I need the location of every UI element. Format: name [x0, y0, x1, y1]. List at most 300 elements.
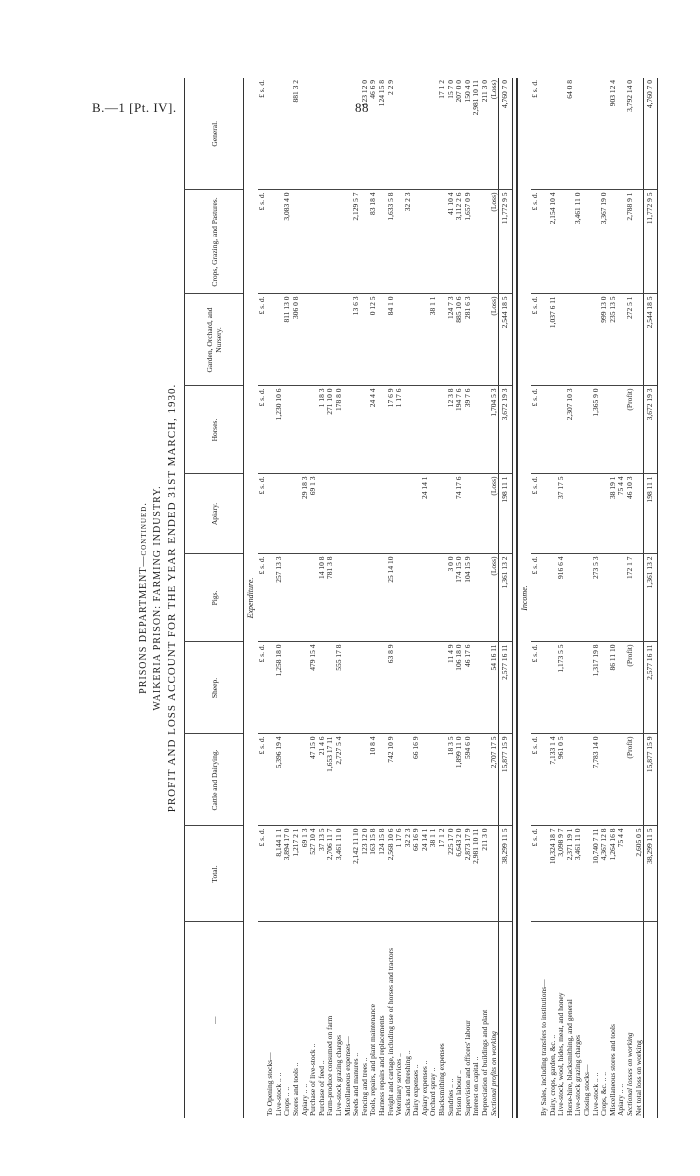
- table-cell: [369, 554, 378, 642]
- total-cell: 2,544 18 5: [499, 294, 513, 386]
- table-cell: 69 1 3: [301, 826, 310, 922]
- table-cell: [472, 190, 481, 294]
- table-cell: 0 12 5: [369, 294, 378, 386]
- table-cell: 3,792 14 0: [624, 80, 634, 112]
- table-cell: [566, 294, 575, 386]
- table-cell: [318, 642, 327, 734]
- table-cell: 69 1 3: [309, 474, 318, 554]
- table-cell: [395, 294, 404, 386]
- total-cell: 4,760 7 0: [499, 78, 513, 190]
- table-cell: [412, 190, 421, 294]
- table-cell: 1,264 16 8: [609, 826, 618, 922]
- table-cell: (Profit): [626, 642, 635, 734]
- total-cell: 2,544 18 5: [644, 294, 658, 386]
- table-cell: [395, 734, 404, 826]
- total-cell: 198 11 1: [644, 474, 658, 554]
- total-row: [499, 78, 513, 1118]
- table-cell: 15 7 0: [445, 80, 455, 99]
- table-cell: [344, 78, 353, 190]
- column-header: —: [185, 922, 244, 1118]
- total-cell: 3,672 19 3: [644, 386, 658, 474]
- table-cell: [335, 78, 344, 190]
- table-cell: [352, 734, 361, 826]
- table-cell: 1,230 10 6: [275, 386, 284, 474]
- table-cell: (Loss): [490, 554, 499, 642]
- row-label: Seeds and manures ..: [352, 922, 361, 1118]
- table-cell: (Loss): [488, 80, 498, 100]
- table-cell: [275, 78, 284, 190]
- table-cell: 3,112 2 6: [455, 190, 464, 294]
- column-header: Pigs.: [185, 554, 244, 642]
- table-cell: [472, 734, 481, 826]
- table-cell: [472, 386, 481, 474]
- units-label: £ s. d.: [258, 294, 267, 386]
- table-cell: [318, 78, 327, 190]
- table-cell: [369, 642, 378, 734]
- row-label: Net total loss on working: [635, 922, 644, 1118]
- table-cell: 41 10 4: [447, 190, 456, 294]
- section-label-row: [517, 78, 532, 1118]
- table-cell: 86 11 10: [609, 642, 618, 734]
- row-label: Sundries .. ..: [447, 922, 456, 1118]
- table-cell: 742 10 9: [387, 734, 396, 826]
- units-label: £ s. d.: [531, 190, 540, 294]
- table-row: [421, 78, 430, 1118]
- table-cell: 8,144 1 1: [275, 826, 284, 922]
- department-title: PRISONS DEPARTMENT—continued.: [138, 502, 149, 694]
- table-row: [472, 78, 481, 1118]
- table-cell: 2,142 11 10: [352, 826, 361, 922]
- table-cell: 32 2 3: [404, 826, 413, 922]
- table-cell: [583, 294, 592, 386]
- rotated-account-page: [138, 78, 698, 1118]
- table-cell: 961 0 5: [557, 734, 566, 826]
- units-label: £ s. d.: [531, 294, 540, 386]
- table-cell: 5,396 19 4: [275, 734, 284, 826]
- page-number: 88: [355, 100, 369, 115]
- table-cell: 2,707 17 5: [490, 734, 499, 826]
- row-label: Sacks and threshing ..: [404, 922, 413, 1118]
- table-cell: [404, 386, 413, 474]
- table-cell: 75 4 4: [617, 474, 626, 554]
- table-cell: [600, 386, 609, 474]
- total-row: [644, 78, 658, 1118]
- table-cell: 1,037 6 11: [549, 294, 558, 386]
- table-cell: 178 8 0: [335, 386, 344, 474]
- table-cell: 2,371 19 1: [566, 826, 575, 922]
- units-label: £ s. d.: [531, 826, 540, 922]
- table-cell: 29 18 3: [301, 474, 310, 554]
- table-row: [592, 78, 601, 1118]
- table-cell: [635, 386, 644, 474]
- row-label: Live-stock .. ..: [275, 922, 284, 1118]
- table-cell: [326, 294, 335, 386]
- table-cell: (Profit): [626, 734, 635, 826]
- table-cell: 781 3 8: [326, 554, 335, 642]
- table-cell: [540, 474, 549, 554]
- table-row: [292, 78, 301, 1118]
- row-label: Apiary .. ..: [301, 922, 310, 1118]
- table-cell: 106 18 0: [455, 642, 464, 734]
- table-cell: [318, 294, 327, 386]
- table-cell: 174 15 0: [455, 554, 464, 642]
- table-cell: [600, 734, 609, 826]
- units-label: £ s. d.: [258, 734, 267, 826]
- table-cell: [421, 386, 430, 474]
- table-row: [455, 78, 464, 1118]
- table-cell: 124 7 3: [447, 294, 456, 386]
- table-row: [275, 78, 284, 1118]
- table-cell: [378, 474, 387, 554]
- row-label: Sectional profits on working: [490, 922, 499, 1118]
- units-label: £ s. d.: [258, 642, 267, 734]
- table-cell: (Profit): [626, 386, 635, 474]
- table-cell: 235 13 5: [609, 294, 618, 386]
- table-cell: 1,899 11 0: [455, 734, 464, 826]
- units-label: £ s. d.: [258, 474, 267, 554]
- table-cell: [283, 554, 292, 642]
- table-cell: 10,324 18 7: [549, 826, 558, 922]
- table-cell: (Loss): [490, 474, 499, 554]
- table-cell: 14 10 8: [318, 554, 327, 642]
- table-row: [266, 78, 275, 1118]
- table-cell: 64 0 8: [564, 80, 574, 99]
- table-cell: 225 17 0: [447, 826, 456, 922]
- table-row: [609, 78, 618, 1118]
- table-cell: [609, 386, 618, 474]
- table-cell: [635, 474, 644, 554]
- total-cell: 38,299 11 5: [499, 826, 513, 922]
- table-cell: [335, 474, 344, 554]
- table-cell: 271 10 0: [326, 386, 335, 474]
- table-cell: 172 1 7: [626, 554, 635, 642]
- table-row: [557, 78, 566, 1118]
- row-label: Stores and tools ..: [292, 922, 301, 1118]
- table-cell: [283, 386, 292, 474]
- row-label: By Sales, including transfers to institutions—: [540, 922, 549, 1118]
- table-cell: [583, 474, 592, 554]
- table-cell: 11 4 9: [447, 642, 456, 734]
- table-cell: (Loss): [490, 294, 499, 386]
- row-label: Miscellaneous expenses—: [344, 922, 353, 1118]
- table-cell: 916 6 4: [557, 554, 566, 642]
- table-cell: 10,740 7 11: [592, 826, 601, 922]
- table-cell: 163 15 8: [369, 826, 378, 922]
- table-cell: [566, 474, 575, 554]
- table-cell: [557, 190, 566, 294]
- row-label: Live-stock, wool, hides, meat, and honey: [557, 922, 566, 1118]
- table-cell: [344, 474, 353, 554]
- table-cell: [574, 474, 583, 554]
- table-row: [318, 78, 327, 1118]
- table-cell: 46 17 6: [464, 642, 473, 734]
- table-cell: [609, 190, 618, 294]
- table-cell: [301, 386, 310, 474]
- section-label: Expenditure.: [246, 577, 255, 619]
- table-cell: [472, 642, 481, 734]
- table-cell: [301, 190, 310, 294]
- table-cell: [574, 554, 583, 642]
- table-cell: 3,367 19 0: [600, 190, 609, 294]
- table-row: [429, 78, 438, 1118]
- table-cell: [429, 386, 438, 474]
- table-cell: [404, 642, 413, 734]
- table-cell: [429, 642, 438, 734]
- row-label: Live-stock grazing charges: [574, 922, 583, 1118]
- table-row: [635, 78, 644, 1118]
- units-row: [531, 78, 540, 1118]
- table-cell: [412, 642, 421, 734]
- table-cell: [592, 78, 601, 190]
- row-label: Crops, &c. .. ..: [600, 922, 609, 1118]
- table-cell: [609, 554, 618, 642]
- table-cell: 272 5 1: [626, 294, 635, 386]
- table-cell: [583, 78, 592, 190]
- table-cell: 211 3 0: [481, 826, 490, 922]
- table-cell: [421, 734, 430, 826]
- total-cell: 15,877 15 9: [499, 734, 513, 826]
- table-cell: 63 8 9: [387, 642, 396, 734]
- total-cell: 38,299 11 5: [644, 826, 658, 922]
- table-cell: [583, 190, 592, 294]
- row-label: Fencing and trees ..: [361, 922, 370, 1118]
- table-cell: [292, 734, 301, 826]
- table-cell: [326, 190, 335, 294]
- table-row: [583, 78, 592, 1118]
- table-cell: 273 5 3: [592, 554, 601, 642]
- row-label: Veterinary services ..: [395, 922, 404, 1118]
- table-cell: [266, 474, 275, 554]
- table-row: [352, 78, 361, 1118]
- table-cell: [361, 554, 370, 642]
- row-label: Tools, repairs, and plant maintenance: [369, 922, 378, 1118]
- column-header: General.: [185, 78, 244, 190]
- table-cell: [566, 642, 575, 734]
- row-label: To Opening stocks—: [266, 922, 275, 1118]
- table-cell: [540, 386, 549, 474]
- table-cell: [412, 554, 421, 642]
- table-cell: 46 10 3: [626, 474, 635, 554]
- table-cell: 2,129 5 7: [352, 190, 361, 294]
- table-cell: 2,981 10 11: [472, 826, 481, 922]
- column-header: Total.: [185, 826, 244, 922]
- row-label: Interest on capital ..: [472, 922, 481, 1118]
- table-cell: [326, 474, 335, 554]
- table-cell: [344, 554, 353, 642]
- table-cell: 2,981 10 11: [471, 80, 481, 116]
- table-cell: 527 10 4: [309, 826, 318, 922]
- table-row: [369, 78, 378, 1118]
- table-cell: [275, 474, 284, 554]
- total-cell: 3,672 19 3: [499, 386, 513, 474]
- table-cell: 6,643 2 0: [455, 826, 464, 922]
- table-cell: 75 4 4: [617, 826, 626, 922]
- table-cell: [309, 78, 318, 190]
- table-cell: [635, 78, 644, 190]
- table-cell: 3 0 0: [447, 554, 456, 642]
- row-label: Live-stock .. ..: [592, 922, 601, 1118]
- table-cell: 66 16 9: [412, 826, 421, 922]
- table-cell: [301, 554, 310, 642]
- table-cell: [429, 554, 438, 642]
- table-cell: 1,365 9 0: [592, 386, 601, 474]
- table-row: [404, 78, 413, 1118]
- row-label: Closing stocks—: [583, 922, 592, 1118]
- table-cell: [292, 386, 301, 474]
- table-cell: 2,788 9 1: [626, 190, 635, 294]
- row-label: Freight and cartage, including use of horses and tractors: [387, 922, 396, 1118]
- table-row: [309, 78, 318, 1118]
- table-cell: [429, 190, 438, 294]
- table-cell: 2,873 17 9: [464, 826, 473, 922]
- table-cell: 1,657 0 9: [464, 190, 473, 294]
- row-label: Purchase of feed ..: [318, 922, 327, 1118]
- table-cell: 150 4 0: [462, 80, 472, 103]
- table-cell: [421, 190, 430, 294]
- table-row: [464, 78, 473, 1118]
- row-label: Sectional losses on working: [626, 922, 635, 1118]
- table-cell: [429, 474, 438, 554]
- table-cell: [549, 78, 558, 190]
- table-cell: [309, 190, 318, 294]
- table-cell: [574, 294, 583, 386]
- table-cell: [361, 474, 370, 554]
- table-cell: 18 3 5: [447, 734, 456, 826]
- row-label: Supervision and officers' labour: [464, 922, 473, 1118]
- units-row: [258, 78, 267, 1118]
- table-cell: [301, 294, 310, 386]
- table-cell: [318, 190, 327, 294]
- table-cell: [335, 294, 344, 386]
- table-cell: [472, 294, 481, 386]
- table-cell: [404, 554, 413, 642]
- units-label: £ s. d.: [531, 642, 540, 734]
- row-label: Crops .. ..: [283, 922, 292, 1118]
- table-cell: [412, 386, 421, 474]
- table-cell: 123 12 0: [361, 826, 370, 922]
- table-cell: 7,783 14 0: [592, 734, 601, 826]
- table-cell: 124 15 8: [378, 826, 387, 922]
- table-cell: [352, 642, 361, 734]
- table-row: [438, 78, 447, 1118]
- table-cell: [352, 474, 361, 554]
- total-cell: 198 11 1: [499, 474, 513, 554]
- table-row: [447, 78, 456, 1118]
- table-cell: 47 15 0: [309, 734, 318, 826]
- table-body: [244, 78, 658, 1118]
- row-label: Orchard spray ..: [429, 922, 438, 1118]
- units-label: £ s. d.: [531, 386, 540, 474]
- table-cell: 4,367 12 8: [600, 826, 609, 922]
- table-cell: 12 3 8: [447, 386, 456, 474]
- table-row: [490, 78, 499, 1118]
- table-cell: 2,605 0 5: [635, 826, 644, 922]
- section-label-row: [244, 78, 258, 1118]
- table-cell: [574, 642, 583, 734]
- table-cell: [600, 554, 609, 642]
- table-cell: 17 6 9: [387, 386, 396, 474]
- row-label: Depreciation of buildings and plant: [481, 922, 490, 1118]
- table-cell: [540, 554, 549, 642]
- table-row: [395, 78, 404, 1118]
- table-cell: [335, 554, 344, 642]
- table-cell: 257 13 3: [275, 554, 284, 642]
- table-cell: [464, 474, 473, 554]
- table-cell: [309, 294, 318, 386]
- table-row: [600, 78, 609, 1118]
- table-cell: 123 12 0: [359, 80, 369, 107]
- row-label: Purchase of live-stock ..: [309, 922, 318, 1118]
- total-spacer: [644, 922, 658, 1118]
- table-cell: [540, 78, 549, 190]
- table-cell: 207 0 0: [454, 80, 464, 103]
- table-cell: 84 1 0: [387, 294, 396, 386]
- table-cell: [574, 734, 583, 826]
- table-cell: [292, 554, 301, 642]
- units-label: £ s. d.: [531, 554, 540, 642]
- account-title: PROFIT AND LOSS ACCOUNT FOR THE YEAR ENDED 31ST MARCH, 1930.: [166, 383, 178, 813]
- table-row: [549, 78, 558, 1118]
- table-cell: [635, 190, 644, 294]
- table-cell: [549, 386, 558, 474]
- table-cell: 3,083 4 0: [283, 190, 292, 294]
- row-label: Miscellaneous stores and tools: [609, 922, 618, 1118]
- table-row: [301, 78, 310, 1118]
- table-cell: 594 6 0: [464, 734, 473, 826]
- table-cell: [395, 642, 404, 734]
- table-cell: 74 17 6: [455, 474, 464, 554]
- table-cell: [395, 474, 404, 554]
- total-cell: 4,760 7 0: [644, 78, 658, 190]
- units-label: £ s. d.: [258, 826, 267, 922]
- table-row: [335, 78, 344, 1118]
- table-cell: [266, 78, 275, 190]
- table-cell: 10 8 4: [369, 734, 378, 826]
- table-cell: 1 17 6: [395, 826, 404, 922]
- table-cell: [352, 386, 361, 474]
- table-cell: 211 3 0: [480, 80, 490, 103]
- table-cell: 2 2 9: [385, 80, 395, 95]
- table-cell: [472, 474, 481, 554]
- industry-title: WAIKERIA PRISON: FARMING INDUSTRY.: [152, 485, 163, 711]
- row-label: Prison labour ..: [455, 922, 464, 1118]
- table-cell: [387, 474, 396, 554]
- units-label: £ s. d.: [531, 474, 540, 554]
- column-header: Crops, Grazing, and Pastures.: [185, 190, 244, 294]
- table-cell: 306 0 8: [292, 294, 301, 386]
- table-cell: 2,154 10 4: [549, 190, 558, 294]
- table-cell: [429, 734, 438, 826]
- table-cell: 3,894 17 0: [283, 826, 292, 922]
- table-row: [574, 78, 583, 1118]
- page-section-code: B.—1 [Pt. IV].: [92, 100, 177, 115]
- table-cell: 37 17 5: [557, 474, 566, 554]
- table-cell: [344, 386, 353, 474]
- column-header: Garden, Orchard, and Nursery.: [185, 294, 244, 386]
- column-header: Cattle and Dairying.: [185, 734, 244, 826]
- table-cell: 24 14 1: [421, 474, 430, 554]
- table-cell: 21 4 6: [318, 734, 327, 826]
- table-cell: [266, 294, 275, 386]
- table-cell: 1,317 19 8: [592, 642, 601, 734]
- table-cell: 2,727 5 4: [335, 734, 344, 826]
- table-cell: 2,307 10 3: [566, 386, 575, 474]
- table-cell: [318, 474, 327, 554]
- table-row: [540, 78, 549, 1118]
- table-row: [387, 78, 396, 1118]
- table-cell: [283, 474, 292, 554]
- units-label: £ s. d.: [258, 190, 267, 294]
